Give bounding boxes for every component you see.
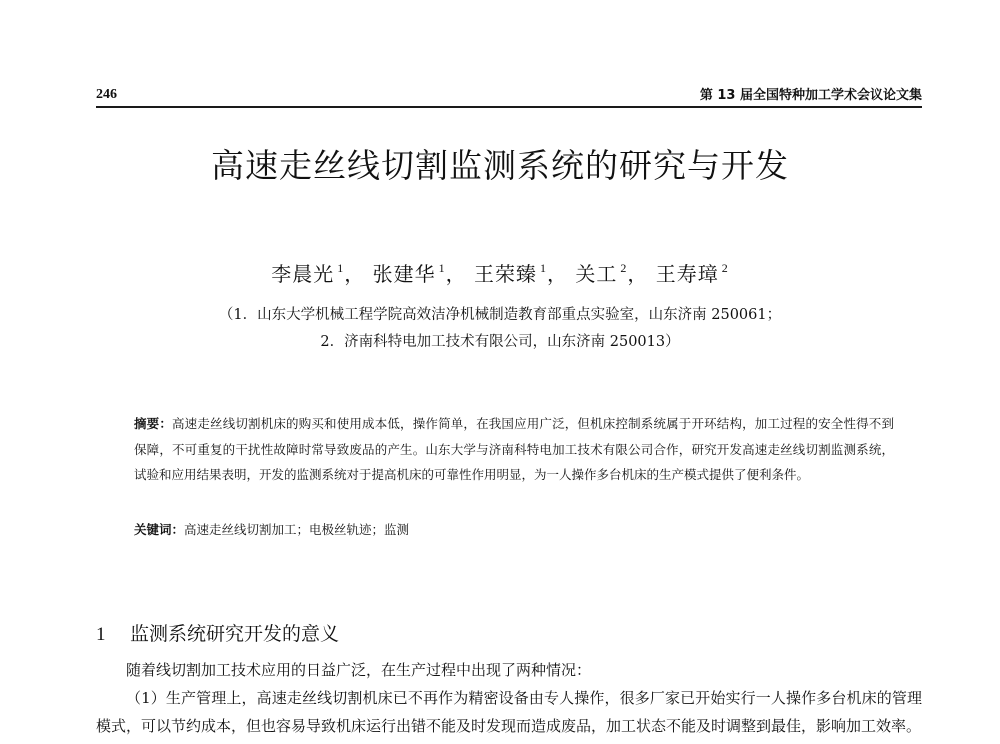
author-name: 王荣臻 [474, 262, 537, 286]
abstract-label: 摘要： [134, 416, 173, 431]
abstract-text: 高速走丝线切割机床的购买和使用成本低，操作简单，在我国应用广泛，但机床控制系统属于开环结构，加工过程的安全性得不到保障，不可重复的干扰性故障时常导致废品的产生。山东大学与济南科特电加工技术有限公司合作，研究开发高速走丝线切割监测系统，试验和应用结果表明，开发的监测系统对于提高机床的可靠性作用明显，为一人操作多台机床的生产模式提供了便利条件。 [134, 416, 894, 483]
section-heading [96, 619, 339, 646]
author-affil-mark: 1 [337, 261, 345, 275]
author-name: 关工 [575, 262, 618, 286]
keywords-label: 关键词： [134, 522, 185, 537]
section-number: 1 [96, 624, 106, 645]
keywords [134, 520, 894, 538]
author [575, 262, 627, 286]
author [656, 262, 729, 286]
page-number: 246 [96, 87, 117, 102]
body-paragraph: 随着线切割加工技术应用的日益广泛，在生产过程中出现了两种情况： [126, 661, 592, 679]
section-title: 监测系统研究开发的意义 [130, 623, 340, 645]
paper-title: 高速走丝线切割监测系统的研究与开发 [211, 146, 789, 185]
author-name: 李晨光 [271, 262, 335, 286]
author-name: 张建华 [372, 262, 436, 286]
affiliation-1: （1．山东大学机械工程学院高效洁净机械制造教育部重点实验室，山东济南 250061； [218, 307, 782, 323]
author-affil-mark: 1 [540, 261, 547, 275]
author [474, 262, 547, 286]
keywords-text: 高速走丝线切割加工；电极丝轨迹；监测 [184, 522, 410, 537]
author-affil-mark: 2 [721, 261, 729, 275]
abstract [134, 411, 894, 488]
journal-name: 第 13 届全国特种加工学术会议论文集 [699, 88, 922, 103]
author [271, 262, 344, 286]
author-affil-mark: 2 [620, 261, 628, 275]
body-paragraph: （1）生产管理上，高速走丝线切割机床已不再作为精密设备由专人操作，很多厂家已开始实行一人操作多台机床的管理模式，可以节约成本，但也容易导致机床运行出错不能及时发现而造成废品，加工状态不能及时调整到最佳，影响加工效率。 [96, 689, 922, 735]
author-name: 王寿璋 [655, 262, 719, 286]
author-list: 李晨光 $^1$， 张建华 $^1$， 王荣臻 $^1$， 关工 $^2$， 王寿璋 $^2$ [271, 261, 729, 286]
author [373, 262, 446, 286]
running-header [96, 86, 922, 108]
affiliation-2: 2．济南科特电加工技术有限公司，山东济南 250013） [320, 334, 680, 350]
author-affil-mark: 1 [438, 261, 446, 275]
